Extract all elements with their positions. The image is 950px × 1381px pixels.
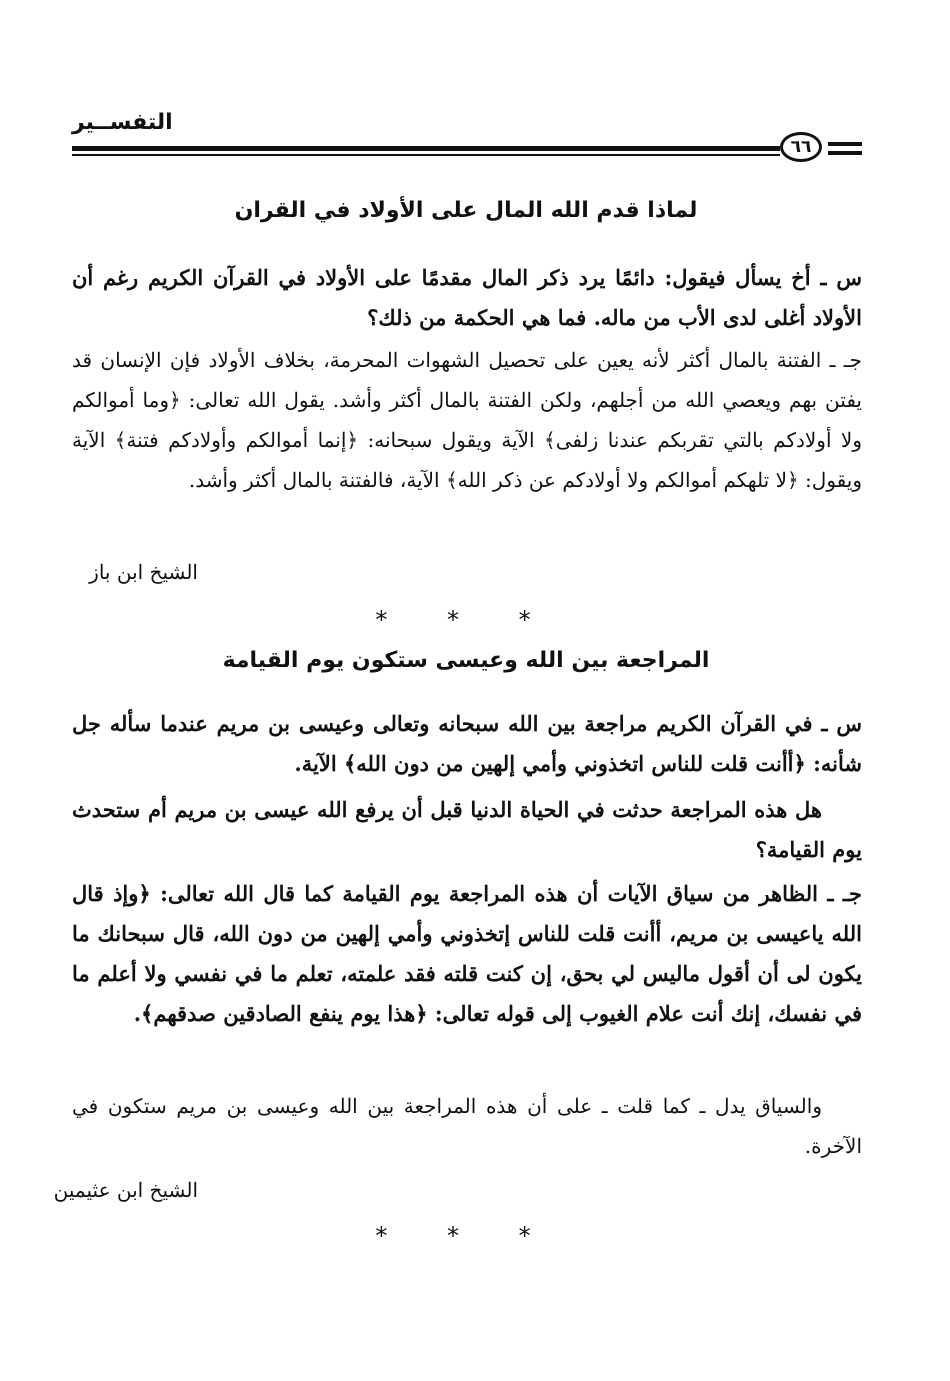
separator-stars-1: * * * [375, 606, 557, 634]
section2-question-followup: هل هذه المراجعة حدثت في الحياة الدنيا قبل أن يرفع الله عيسى بن مريم أم ستحدث يوم القيامة؟ [72, 797, 862, 862]
running-title: التفســير [72, 110, 173, 135]
separator-stars-2: * * * [375, 1222, 557, 1250]
header-rule-thick [72, 146, 780, 151]
section1-question: س ـ أخ يسأل فيقول: دائمًا يرد ذكر المال مقدمًا على الأولاد في القرآن الكريم رغم أن الأولاد أغلى لدى الأب من ماله. فما هي الحكمة من ذلك؟ [72, 265, 862, 330]
section2-signature: الشيخ ابن عثيمين [53, 1178, 198, 1202]
section1-answer: جـ ـ الفتنة بالمال أكثر لأنه يعين على تحصيل الشهوات المحرمة، بخلاف الأولاد فإن الإنسان قد يفتن بهم ويعصي الله من أجلهم، ولكن الفتنة بالمال أكثر وأشد. يقول الله تعالى: ﴿وما أموالكم ولا أولادكم بالتي تقربكم عندنا زلفى﴾ الآية ويقول سبحانه: ﴿إنما أموالكم وأولادكم فتنة﴾ الآية ويقول: ﴿لا تلهكم أموالكم ولا أولادكم عن ذكر الله﴾ الآية، فالفتنة بالمال أكثر وأشد. [72, 348, 862, 492]
header-rule-right-bottom [828, 151, 862, 155]
header-rule-right-top [828, 142, 862, 146]
header-rule-thin [72, 154, 780, 156]
section1-heading: لماذا قدم الله المال على الأولاد في القران [234, 198, 698, 223]
page-number-badge: ٦٦ [780, 132, 822, 162]
section1-signature: الشيخ ابن باز [89, 560, 198, 584]
section2-question: س ـ في القرآن الكريم مراجعة بين الله سبحانه وتعالى وعيسى بن مريم عندما سأله جل شأنه: ﴿أأنت قلت للناس اتخذوني وأمي إلهين من دون الله﴾ الآية. [72, 711, 862, 776]
section2-answer: جـ ـ الظاهر من سياق الآيات أن هذه المراجعة يوم القيامة كما قال الله تعالى: ﴿وإذ قال الله ياعيسى بن مريم، أأنت قلت للناس إتخذوني وأمي إلهين من دون الله، قال سبحانك ما يكون لى أن أقول ماليس لي بحق، إن كنت قلته فقد علمته، تعلم ما في نفسي ولا أعلم ما في نفسك، إنك أنت علام الغيوب إلى قوله تعالى: ﴿هذا يوم ينفع الصادقين صدقهم﴾. [72, 881, 862, 1026]
section2-answer-followup: والسياق يدل ـ كما قلت ـ على أن هذه المراجعة بين الله وعيسى بن مريم ستكون في الآخرة. [72, 1094, 862, 1158]
section2-heading: المراجعة بين الله وعيسى ستكون يوم القيامة [222, 648, 710, 673]
